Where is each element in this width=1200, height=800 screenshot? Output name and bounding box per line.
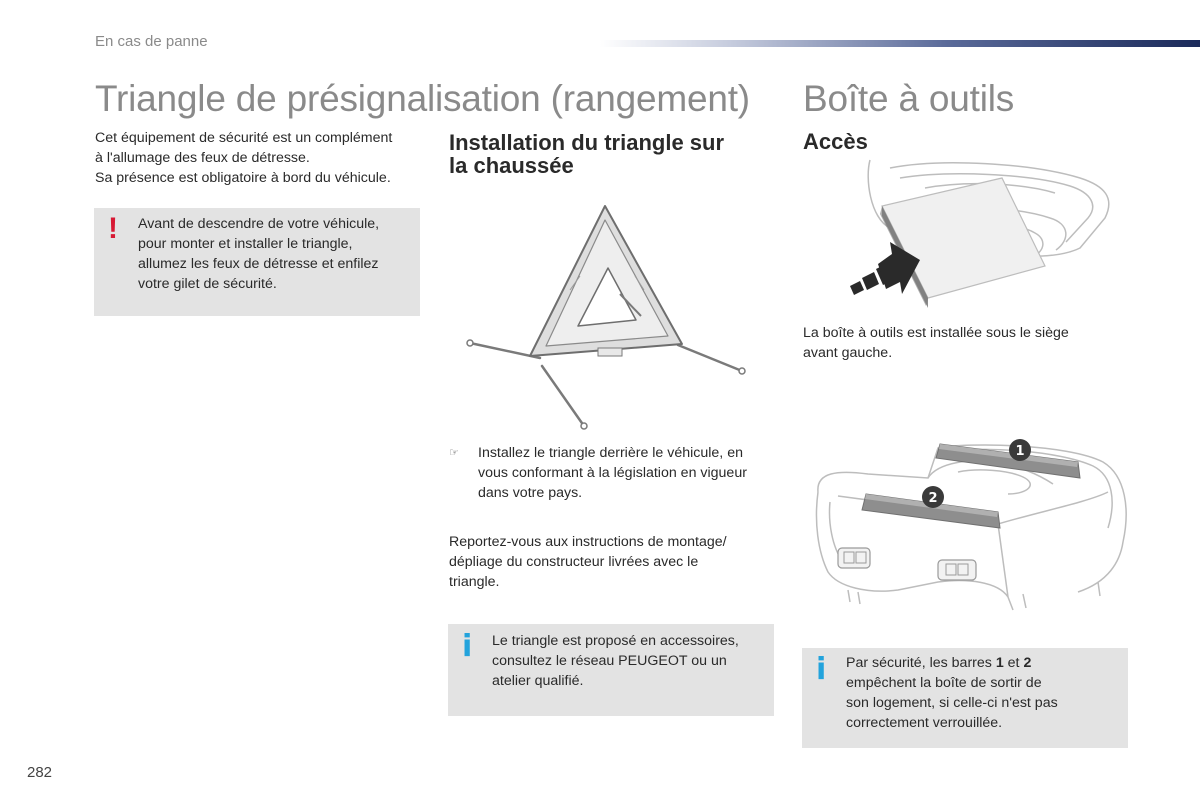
instructions-line: triangle.: [449, 574, 500, 590]
info-icon: i: [816, 652, 827, 687]
access-heading: Accès: [803, 129, 868, 154]
bullet-line: dans votre pays.: [478, 485, 583, 501]
toolbox-title: Boîte à outils: [803, 78, 1015, 119]
security-info-box: [802, 648, 1128, 748]
warning-box: [94, 208, 420, 316]
info-line: son logement, si celle-ci n'est pas: [846, 695, 1058, 711]
info-line: [846, 653, 1126, 673]
warning-line: votre gilet de sécurité.: [138, 276, 277, 292]
accessory-info-box: [448, 624, 774, 716]
callout-1: 1: [1015, 444, 1025, 459]
info-line: correctement verrouillée.: [846, 715, 1003, 731]
callout-2: 2: [928, 491, 938, 506]
caption-line: avant gauche.: [803, 345, 893, 361]
info-line: Le triangle est proposé en accessoires,: [492, 633, 739, 649]
triangle-storage-title: Triangle de présignalisation (rangement): [95, 78, 750, 119]
page-number: 282: [27, 764, 53, 781]
info-line: consultez le réseau PEUGEOT ou un: [492, 653, 727, 669]
warning-line: Avant de descendre de votre véhicule,: [138, 216, 380, 232]
accessory-info-text: [492, 631, 772, 691]
heading-line: la chaussée: [449, 153, 574, 178]
info-line-mid: et: [1003, 655, 1024, 671]
exclamation-icon: !: [108, 212, 118, 245]
warning-triangle-illustration: [460, 198, 755, 438]
heading-line: Installation du triangle sur: [449, 130, 725, 155]
caption-line: La boîte à outils est installée sous le siège: [803, 325, 1069, 341]
toolbox-caption: [803, 323, 1133, 363]
toolbox-bars-illustration: [808, 432, 1133, 614]
bar-2-reference: 2: [1023, 655, 1032, 671]
header-bar: [600, 40, 1200, 47]
info-line-prefix: Par sécurité, les barres: [846, 655, 996, 671]
security-info-text: [846, 653, 1126, 733]
warning-line: pour monter et installer le triangle,: [138, 236, 353, 252]
warning-line: allumez les feux de détresse et enfilez: [138, 256, 379, 272]
warning-text: [138, 214, 418, 294]
info-line: empêchent la boîte de sortir de: [846, 675, 1042, 691]
info-icon: i: [462, 629, 473, 664]
bullet-line: vous conformant à la législation en vigueur: [478, 465, 747, 481]
instructions-line: Reportez-vous aux instructions de montage/: [449, 534, 727, 550]
bullet-line: Installez le triangle derrière le véhicule, en: [478, 445, 743, 461]
instructions-line: dépliage du constructeur livrées avec le: [449, 554, 699, 570]
info-line: atelier qualifié.: [492, 673, 584, 689]
intro-paragraph: [95, 128, 425, 188]
intro-line: Cet équipement de sécurité est un complément: [95, 130, 393, 146]
bar-1-reference: 1: [995, 655, 1004, 671]
pointing-hand-icon: ☞: [449, 447, 459, 459]
seat-toolbox-illustration: [830, 158, 1120, 318]
installation-heading: [449, 131, 779, 177]
bullet-text: [478, 443, 778, 503]
section-label: En cas de panne: [95, 33, 208, 50]
intro-line: Sa présence est obligatoire à bord du véhicule.: [95, 170, 391, 186]
intro-line: à l'allumage des feux de détresse.: [95, 150, 310, 166]
instructions-paragraph: [449, 532, 779, 592]
